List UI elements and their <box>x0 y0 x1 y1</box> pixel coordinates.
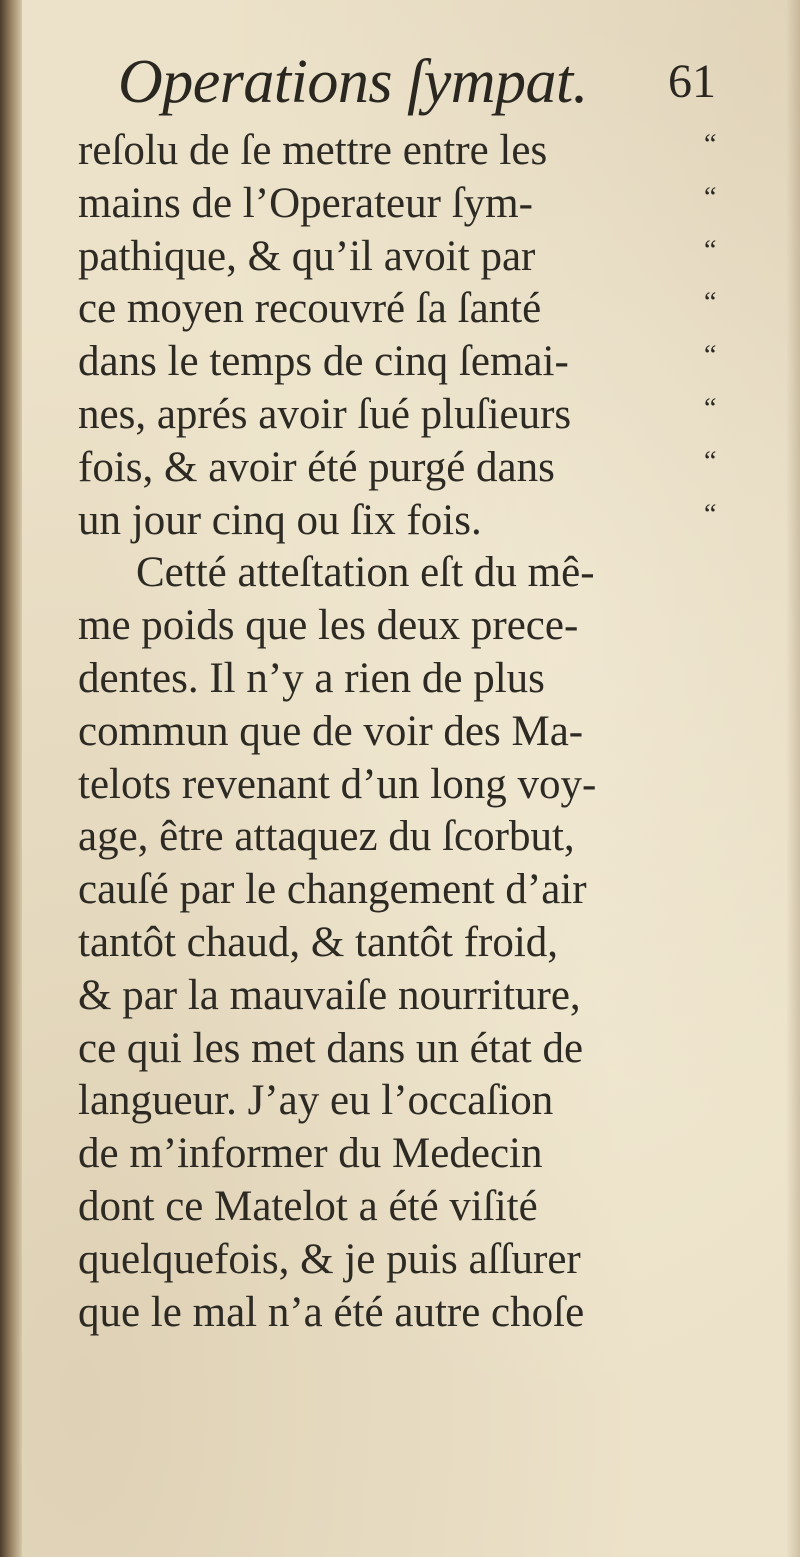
text-line: & par la mauvaiſe nourriture, <box>78 971 581 1019</box>
text-line: ce qui les met dans un état de <box>78 1024 584 1072</box>
text-line: dont ce Matelot a été viſité <box>78 1182 538 1230</box>
text-line: quelquefois, & je puis aſſurer <box>78 1235 581 1283</box>
text-line: pathique, & qu’il avoit par “ <box>78 232 717 280</box>
body-text <box>78 125 738 1339</box>
text-line: age, être attaquez du ſcorbut, <box>78 813 575 861</box>
page-number: 61 <box>668 55 716 108</box>
running-head <box>118 42 738 122</box>
text-line: que le mal n’a été autre choſe <box>78 1288 585 1336</box>
text-line: dentes. Il n’y a rien de plus <box>78 654 545 702</box>
text-line: un jour cinq ou ſix fois. “ <box>78 496 717 544</box>
page-gutter <box>0 0 22 1557</box>
paragraph-first-line: Cetté atteſtation eſt du mê- <box>136 549 595 597</box>
quote-mark: “ <box>704 340 717 372</box>
quote-mark: “ <box>704 498 717 530</box>
quote-mark: “ <box>704 392 717 424</box>
text-line: langueur. J’ay eu l’occaſion <box>78 1077 554 1125</box>
text-line: commun que de voir des Ma- <box>78 707 584 755</box>
running-title: Operations ſympat. <box>118 48 588 116</box>
page-edge <box>786 0 800 1557</box>
quote-mark: “ <box>704 445 717 477</box>
quote-mark: “ <box>704 181 717 213</box>
quote-mark: “ <box>704 287 717 319</box>
text-line: telots revenant d’un long voy- <box>78 760 597 808</box>
text-line: de m’informer du Medecin <box>78 1130 543 1178</box>
text-line: me poids que les deux prece- <box>78 602 579 650</box>
text-line: nes, aprés avoir ſué pluſieurs “ <box>78 390 717 438</box>
text-line: reſolu de ſe mettre entre les “ <box>78 127 717 174</box>
quote-mark: “ <box>704 234 717 266</box>
text-line: ce moyen recouvré ſa ſanté “ <box>78 285 717 333</box>
text-line: fois, & avoir été purgé dans “ <box>78 443 717 491</box>
text-line: tantôt chaud, & tantôt froid, <box>78 918 559 966</box>
text-line: dans le temps de cinq ſemai- “ <box>78 338 717 386</box>
quote-mark: “ <box>704 129 717 160</box>
text-line: cauſé par le changement d’air <box>78 866 587 914</box>
text-line: mains de l’Operateur ſym- “ <box>78 179 717 227</box>
